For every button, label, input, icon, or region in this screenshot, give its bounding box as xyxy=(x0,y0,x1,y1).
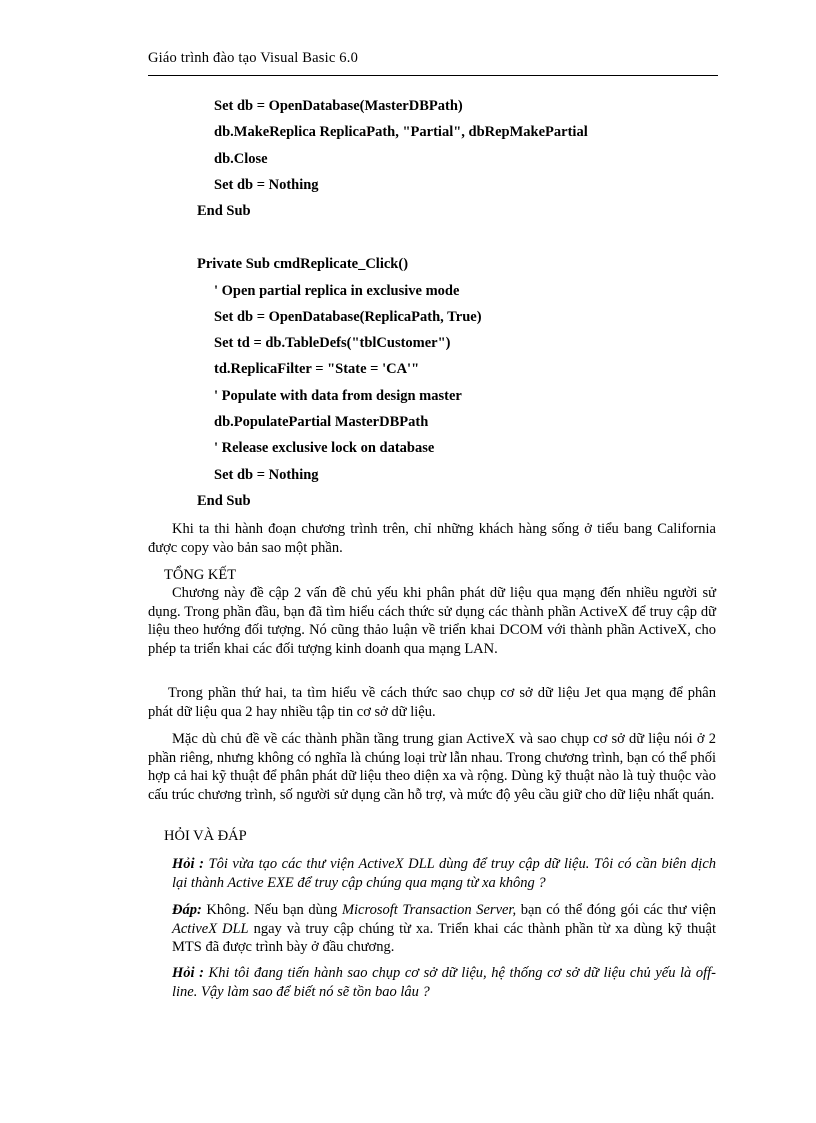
code-line: db.MakeReplica ReplicaPath, "Partial", dbRepMakePartial xyxy=(214,124,588,140)
answer-term: Microsoft Transaction Server, xyxy=(341,902,517,918)
question-label: Hỏi : xyxy=(172,856,204,872)
summary-paragraph-1: Chương này đề cập 2 vấn đề chủ yếu khi phân phát dữ liệu qua mạng đến nhiều người sử dụng. Trong phần đầu, bạn đã tìm hiểu cách thức sử dụng các thành phần ActiveX để truy cập dữ liệu theo hướng đối tượng. Nó cũng thảo luận về triển khai DCOM với thành phần ActiveX, cho phép ta triển khai các đối tượng kinh doanh qua mạng LAN. xyxy=(148,585,716,657)
code-line: End Sub xyxy=(197,493,251,509)
answer-text-part: ngay và truy cập chúng từ xa. Triển khai các thành phần từ xa dùng kỹ thuật MTS đã được trình bày ở đầu chương. xyxy=(172,920,716,955)
summary-paragraph-2: Trong phần thứ hai, ta tìm hiểu về cách thức sao chụp cơ sở dữ liệu Jet qua mạng để phân phát dữ liệu qua 2 hay nhiều tập tin cơ sở dữ liệu. xyxy=(148,685,716,720)
header-rule xyxy=(148,75,718,76)
intro-paragraph: Khi ta thi hành đoạn chương trình trên, chỉ những khách hàng sống ở tiểu bang California được copy vào bản sao một phần. xyxy=(148,521,716,556)
code-line: td.ReplicaFilter = "State = 'CA'" xyxy=(214,361,420,377)
code-line: db.PopulatePartial MasterDBPath xyxy=(214,414,429,430)
answer-label: Đáp: xyxy=(172,902,202,918)
code-line: Set db = Nothing xyxy=(214,177,319,193)
question-1 xyxy=(172,855,716,892)
summary-heading: TỔNG KẾT xyxy=(164,567,237,583)
code-line: Set db = Nothing xyxy=(214,467,319,483)
code-line: End Sub xyxy=(197,203,251,219)
summary-paragraph-3: Mặc dù chủ đề về các thành phần tầng trung gian ActiveX và sao chụp cơ sở dữ liệu nói ở 2 phần riêng, nhưng không có nghĩa là chúng loại trừ lẫn nhau. Trong chương trình, bạn có thể phối hợp cả hai kỹ thuật để phân phát dữ liệu theo diện xa và rộng. Dùng kỹ thuật nào là tuỳ thuộc vào cấu trúc chương trình, số người sử dụng cần hỗ trợ, và mức độ yêu cầu giữ cho dữ liệu nhất quán. xyxy=(148,731,716,803)
code-line: Set td = db.TableDefs("tblCustomer") xyxy=(214,335,451,351)
answer-term: ActiveX DLL xyxy=(172,920,249,937)
code-line: ' Populate with data from design master xyxy=(214,388,462,404)
code-line: db.Close xyxy=(214,151,268,167)
answer-text-part: bạn có thể đóng gói các thư viện xyxy=(520,902,717,918)
question-text: Khi tôi đang tiến hành sao chụp cơ sở dữ liệu, hệ thống cơ sở dữ liệu chủ yếu là off-line. Vậy làm sao để biết nó sẽ tồn bao lâu ? xyxy=(172,965,717,1000)
code-line: ' Open partial replica in exclusive mode xyxy=(214,283,460,299)
question-2 xyxy=(172,964,716,1001)
code-line: Set db = OpenDatabase(ReplicaPath, True) xyxy=(214,309,482,325)
answer-1 xyxy=(172,901,716,957)
question-label: Hỏi : xyxy=(172,965,204,981)
code-line: Set db = OpenDatabase(MasterDBPath) xyxy=(214,98,463,114)
qa-heading: HỎI VÀ ĐÁP xyxy=(164,828,247,844)
page-header: Giáo trình đào tạo Visual Basic 6.0 xyxy=(148,50,359,66)
code-line: ' Release exclusive lock on database xyxy=(214,440,435,456)
code-line: Private Sub cmdReplicate_Click() xyxy=(197,256,409,272)
question-text: Tôi vừa tạo các thư viện ActiveX DLL dùng để truy cập dữ liệu. Tôi có cần biên dịch lại thành Active EXE để truy cập chúng qua mạng từ xa không ? xyxy=(172,856,717,891)
answer-text-part: Không. Nếu bạn dùng xyxy=(206,902,338,918)
